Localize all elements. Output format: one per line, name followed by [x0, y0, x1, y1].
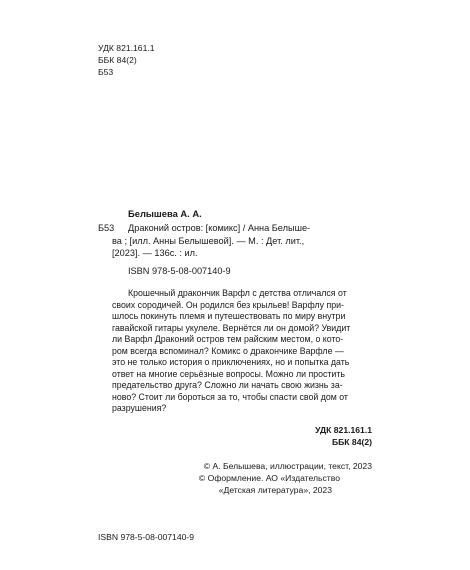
top-bbk: ББК 84(2): [98, 55, 137, 65]
copyright-line: © Оформление. АО «Издательство: [198, 473, 340, 483]
entry-line-1: Драконий остров: [комикс] / Анна Белыше-: [128, 223, 311, 233]
author-heading: Белышева А. А.: [128, 208, 202, 219]
annotation-line: Крошечный дракончик Варфл с детства отличался от: [128, 288, 347, 298]
annotation-line: ново? Стоит ли бороться за то, чтобы спасти свой дом от: [112, 391, 348, 402]
copyright-line: «Детская литература», 2023: [218, 485, 332, 495]
annotation-line: разрушения?: [112, 403, 167, 413]
annotation-line: предательство друга? Сложно ли начать свою жизнь за-: [112, 380, 343, 390]
entry-mark: Б53: [98, 223, 115, 233]
bottom-udk: УДК 821.161.1: [315, 425, 372, 435]
copyright-line: © А. Белышева, иллюстрации, текст, 2023: [203, 461, 372, 471]
annotation-line: ли Варфл Драконий остров тем райским местом, о кото-: [112, 334, 344, 344]
annotation-line: гавайской гитары укулеле. Вернётся ли он домой? Увидит: [112, 322, 351, 333]
top-udk: УДК 821.161.1: [98, 43, 155, 53]
annotation-line: ром всегда вспоминал? Комикс о дракончике Варфле —: [112, 345, 344, 356]
annotation-line: ответ на многие серьёзные вопросы. Можно ли простить: [112, 368, 345, 379]
entry-isbn: ISBN 978-5-08-007140-9: [128, 266, 231, 276]
bottom-bbk: ББК 84(2): [331, 437, 372, 447]
entry-line-2: ва ; [илл. Анны Белышевой]. — М. : Дет. лит.,: [112, 235, 305, 246]
annotation-line: шлось покинуть племя и путешествовать по миру внутри: [112, 311, 346, 321]
bottom-isbn: ISBN 978-5-08-007140-9: [98, 532, 195, 542]
top-author-mark: Б53: [98, 67, 114, 77]
annotation-line: это не только история о приключениях, но и попытка дать: [112, 357, 350, 367]
entry-line-3: [2023]. — 136с. : ил.: [112, 248, 198, 258]
annotation-line: своих сородичей. Он родился без крыльев! Варфлу при-: [112, 299, 344, 310]
